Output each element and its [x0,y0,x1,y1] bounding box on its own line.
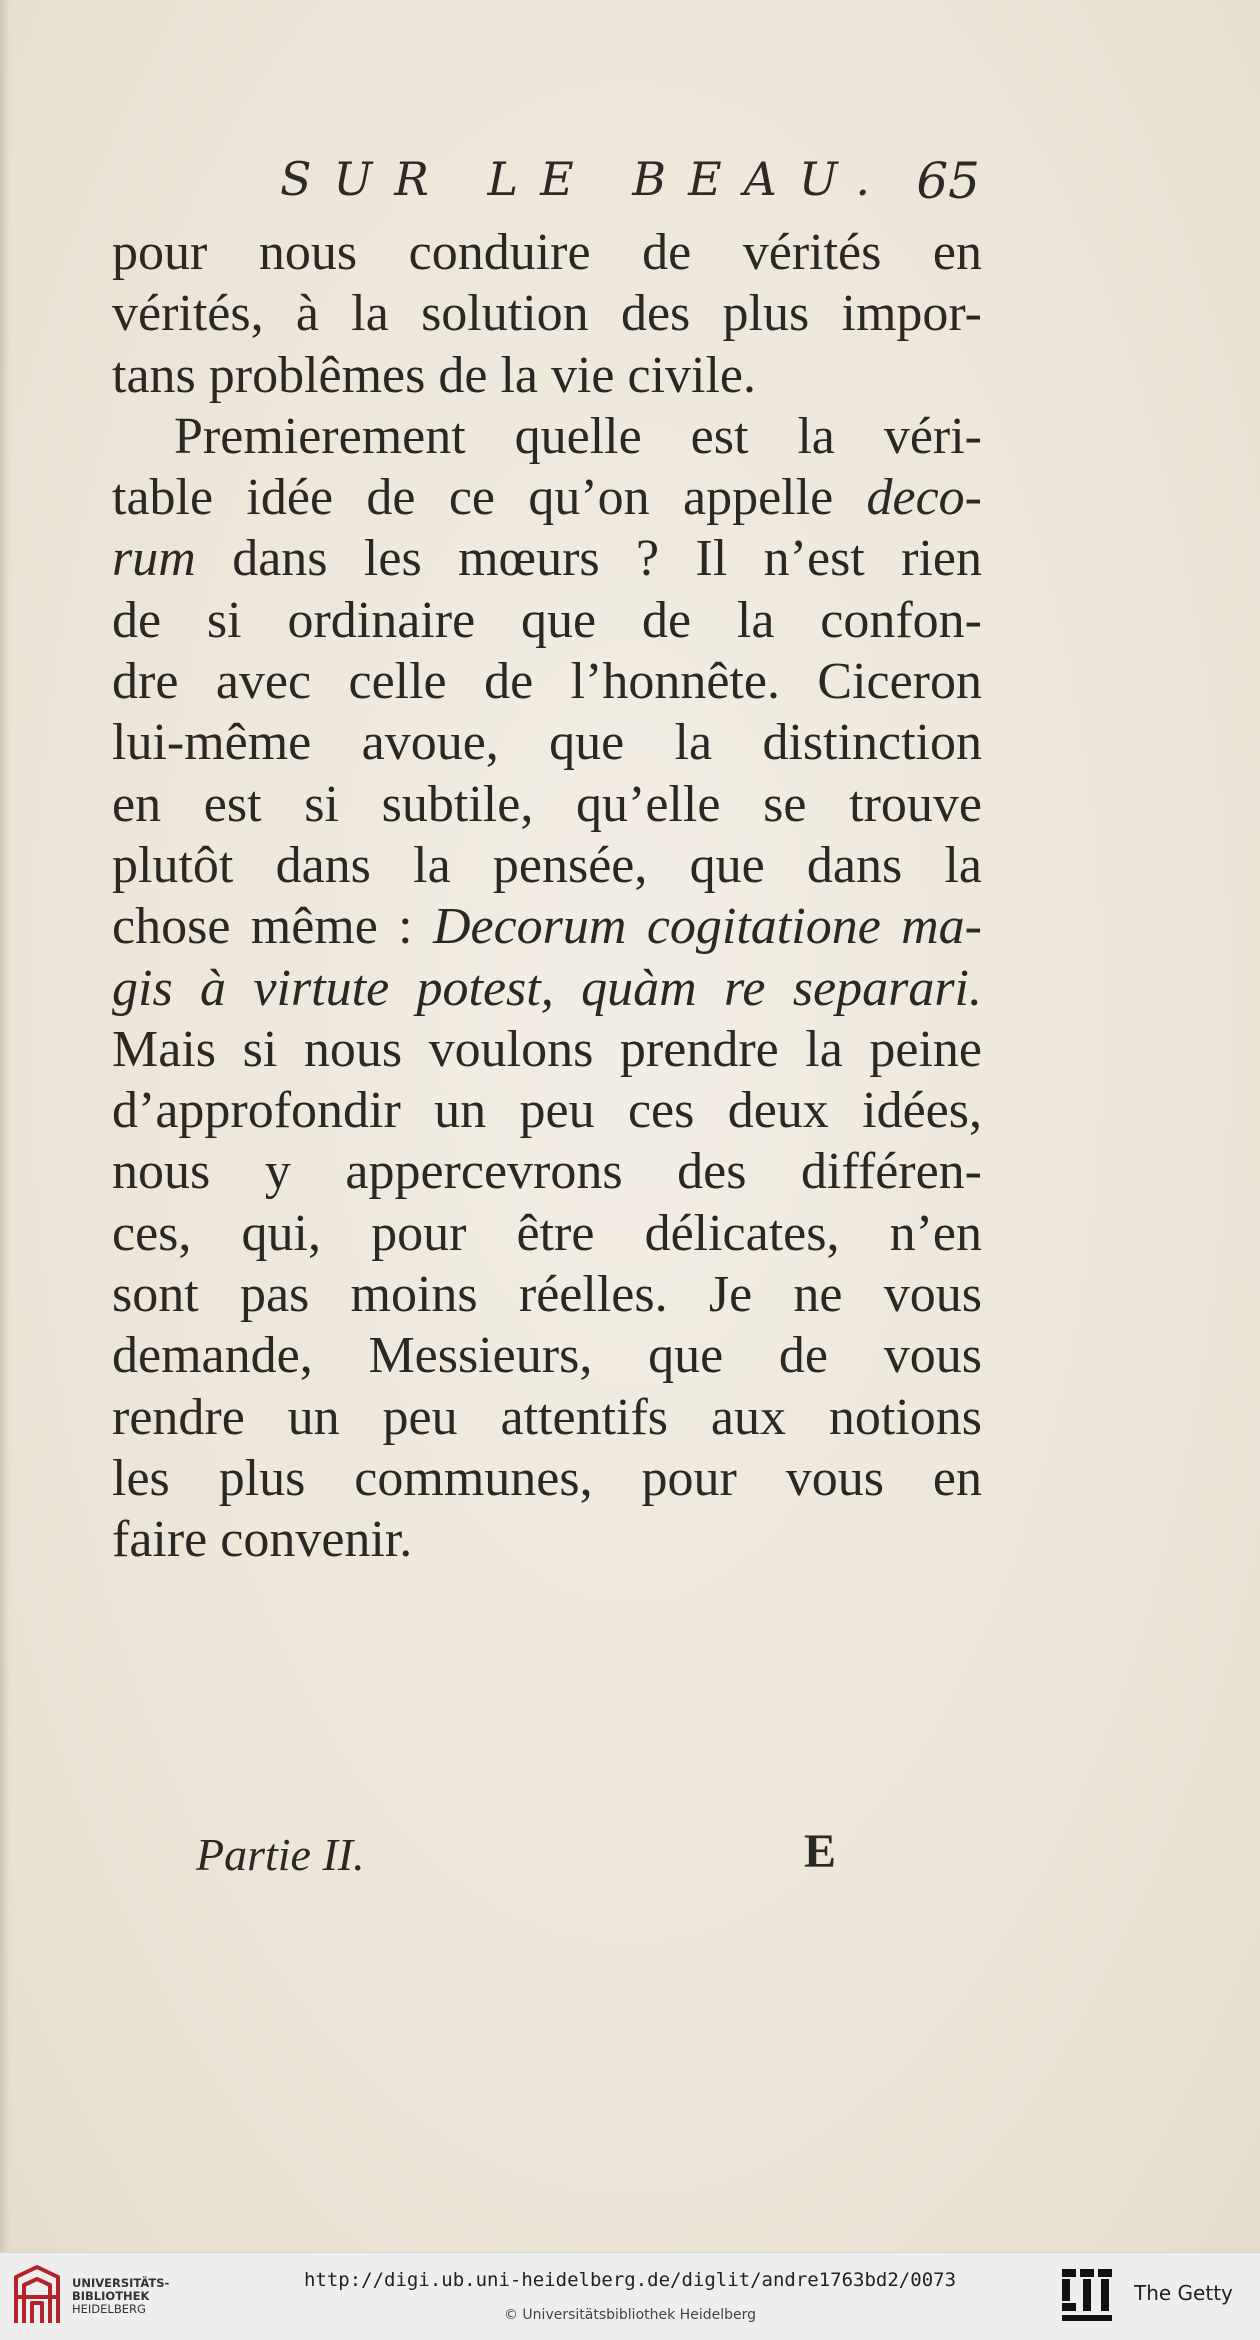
text-line: en est si subtile, qu’elle se trouve [112,775,982,833]
text-line: vérités, à la solution des plus impor- [112,285,982,343]
latin-term: rum [112,530,196,588]
latin-quotation: Decorum cogitatione ma- [432,898,982,956]
logo-text-line: BIBLIOTHEK [72,2289,150,2303]
permalink-url[interactable]: http://digi.ub.uni-heidelberg.de/diglit/andre1763bd2/0073 [303,2269,957,2291]
text-line: Mais si nous voulons prendre la peine [112,1020,982,1078]
text-line: sont pas moins réelles. Je ne vous [112,1266,982,1324]
text-line: ces, qui, pour être délicates, n’en [112,1204,982,1262]
text-line: les plus communes, pour vous en [112,1449,982,1507]
heidelberg-library-icon [10,2263,64,2331]
heidelberg-logo-text [72,2277,169,2316]
page-number: 65 [916,152,980,210]
bleed-through-shadow [540,1748,553,1807]
getty-logo[interactable] [1060,2267,1250,2327]
text-line: plutôt dans la pensée, que dans la [112,836,982,894]
logo-text-line: HEIDELBERG [72,2302,146,2316]
heidelberg-logo[interactable] [10,2263,170,2331]
text-line: dre avec celle de l’honnête. Ciceron [112,653,982,711]
text-segment: dans les mœurs ? Il n’est rien [232,530,982,588]
text-line [112,896,982,957]
getty-logo-text: The Getty [1134,2281,1233,2305]
logo-text-line: UNIVERSITÄTS- [72,2276,170,2290]
signature-mark: E [803,1825,836,1878]
text-line: de si ordinaire que de la confon- [112,591,982,649]
text-line: d’approfondir un peu ces deux idées, [112,1082,982,1140]
latin-term: deco- [866,469,982,527]
text-line: demande, Messieurs, que de vous [112,1327,982,1385]
text-segment: table idée de ce qu’on appelle [112,469,834,527]
viewer-footer [0,2252,1260,2340]
getty-icon [1060,2267,1114,2323]
page-header [280,152,980,218]
body-text [112,222,982,1571]
text-line: faire convenir. [112,1511,413,1569]
text-line: Premierement quelle est la véri- [174,407,982,465]
latin-quotation-line: gis à virtute potest, quàm re separari. [112,959,982,1017]
text-line: nous y appercevrons des différen- [112,1143,982,1201]
signature: Partie II. [196,1829,365,1880]
copyright-notice: © Universitätsbibliothek Heidelberg [503,2307,756,2323]
text-line: rendre un peu attentifs aux notions [112,1388,982,1446]
text-line: tans problêmes de la vie civile. [112,346,757,404]
text-line: lui-même avoue, que la distinction [112,714,982,772]
running-head: SUR LE BEAU. [280,152,893,206]
text-line: pour nous conduire de vérités en [112,224,982,281]
text-line [112,528,982,589]
text-segment: chose même : [112,898,413,956]
text-line [112,467,982,528]
signature-line [196,1825,836,1888]
